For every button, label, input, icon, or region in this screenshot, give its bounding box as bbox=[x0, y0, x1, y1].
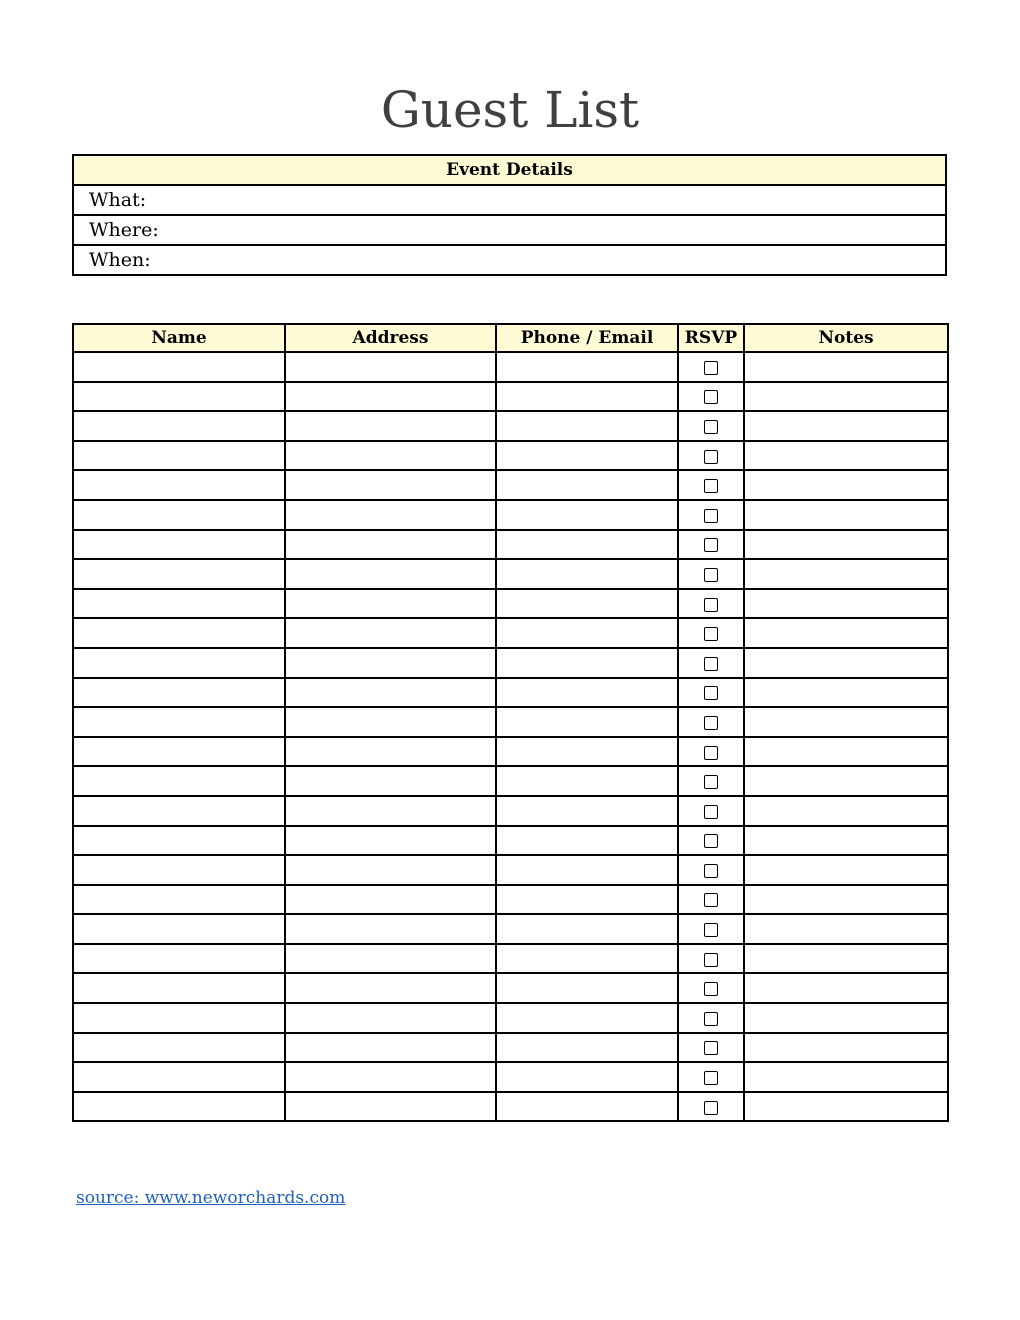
rsvp-cell[interactable] bbox=[678, 470, 744, 500]
guest-table-header-row bbox=[73, 324, 948, 352]
rsvp-checkbox[interactable] bbox=[704, 923, 718, 937]
address-cell[interactable] bbox=[285, 885, 496, 915]
notes-cell[interactable] bbox=[744, 1003, 948, 1033]
name-cell[interactable] bbox=[73, 382, 285, 412]
rsvp-checkbox[interactable] bbox=[704, 420, 718, 434]
name-cell[interactable] bbox=[73, 411, 285, 441]
event-when-field[interactable]: When: bbox=[73, 245, 946, 275]
rsvp-checkbox[interactable] bbox=[704, 627, 718, 641]
guest-row bbox=[73, 737, 948, 767]
phone-email-cell[interactable] bbox=[496, 973, 678, 1003]
name-cell[interactable] bbox=[73, 973, 285, 1003]
phone-email-cell[interactable] bbox=[496, 944, 678, 974]
notes-cell[interactable] bbox=[744, 796, 948, 826]
address-cell[interactable] bbox=[285, 1092, 496, 1122]
guest-row bbox=[73, 885, 948, 915]
rsvp-cell[interactable] bbox=[678, 382, 744, 412]
notes-cell[interactable] bbox=[744, 944, 948, 974]
phone-email-cell[interactable] bbox=[496, 1092, 678, 1122]
guest-row bbox=[73, 766, 948, 796]
rsvp-cell[interactable] bbox=[678, 766, 744, 796]
phone-email-cell[interactable] bbox=[496, 411, 678, 441]
rsvp-cell[interactable] bbox=[678, 500, 744, 530]
rsvp-checkbox[interactable] bbox=[704, 1101, 718, 1115]
guest-row bbox=[73, 678, 948, 708]
address-cell[interactable] bbox=[285, 973, 496, 1003]
rsvp-cell[interactable] bbox=[678, 1062, 744, 1092]
rsvp-checkbox[interactable] bbox=[704, 657, 718, 671]
notes-cell[interactable] bbox=[744, 589, 948, 619]
guest-row bbox=[73, 441, 948, 471]
notes-cell[interactable] bbox=[744, 855, 948, 885]
rsvp-checkbox[interactable] bbox=[704, 805, 718, 819]
guest-row bbox=[73, 1062, 948, 1092]
column-header-name: Name bbox=[73, 324, 285, 352]
rsvp-checkbox[interactable] bbox=[704, 1041, 718, 1055]
source-link[interactable]: source: www.neworchards.com bbox=[76, 1188, 346, 1208]
phone-email-cell[interactable] bbox=[496, 1062, 678, 1092]
phone-email-cell[interactable] bbox=[496, 1033, 678, 1063]
phone-email-cell[interactable] bbox=[496, 352, 678, 382]
name-cell[interactable] bbox=[73, 855, 285, 885]
rsvp-cell[interactable] bbox=[678, 441, 744, 471]
name-cell[interactable] bbox=[73, 766, 285, 796]
guest-row bbox=[73, 973, 948, 1003]
notes-cell[interactable] bbox=[744, 648, 948, 678]
phone-email-cell[interactable] bbox=[496, 500, 678, 530]
name-cell[interactable] bbox=[73, 352, 285, 382]
name-cell[interactable] bbox=[73, 826, 285, 856]
address-cell[interactable] bbox=[285, 914, 496, 944]
name-cell[interactable] bbox=[73, 737, 285, 767]
rsvp-cell[interactable] bbox=[678, 618, 744, 648]
rsvp-checkbox[interactable] bbox=[704, 716, 718, 730]
notes-cell[interactable] bbox=[744, 411, 948, 441]
phone-email-cell[interactable] bbox=[496, 855, 678, 885]
name-cell[interactable] bbox=[73, 796, 285, 826]
address-cell[interactable] bbox=[285, 707, 496, 737]
notes-cell[interactable] bbox=[744, 737, 948, 767]
rsvp-checkbox[interactable] bbox=[704, 450, 718, 464]
rsvp-cell[interactable] bbox=[678, 1033, 744, 1063]
notes-cell[interactable] bbox=[744, 766, 948, 796]
address-cell[interactable] bbox=[285, 826, 496, 856]
rsvp-checkbox[interactable] bbox=[704, 361, 718, 375]
column-header-address: Address bbox=[285, 324, 496, 352]
address-cell[interactable] bbox=[285, 382, 496, 412]
phone-email-cell[interactable] bbox=[496, 530, 678, 560]
address-cell[interactable] bbox=[285, 855, 496, 885]
rsvp-cell[interactable] bbox=[678, 1092, 744, 1122]
notes-cell[interactable] bbox=[744, 530, 948, 560]
guest-table-body bbox=[73, 352, 948, 1121]
notes-cell[interactable] bbox=[744, 973, 948, 1003]
address-cell[interactable] bbox=[285, 944, 496, 974]
notes-cell[interactable] bbox=[744, 678, 948, 708]
notes-cell[interactable] bbox=[744, 441, 948, 471]
rsvp-checkbox[interactable] bbox=[704, 479, 718, 493]
guest-table bbox=[72, 323, 949, 1122]
phone-email-cell[interactable] bbox=[496, 766, 678, 796]
guest-row bbox=[73, 500, 948, 530]
name-cell[interactable] bbox=[73, 914, 285, 944]
guest-row bbox=[73, 796, 948, 826]
rsvp-cell[interactable] bbox=[678, 589, 744, 619]
name-cell[interactable] bbox=[73, 470, 285, 500]
rsvp-cell[interactable] bbox=[678, 826, 744, 856]
phone-email-cell[interactable] bbox=[496, 648, 678, 678]
address-cell[interactable] bbox=[285, 1033, 496, 1063]
address-cell[interactable] bbox=[285, 589, 496, 619]
notes-cell[interactable] bbox=[744, 618, 948, 648]
phone-email-cell[interactable] bbox=[496, 826, 678, 856]
rsvp-checkbox[interactable] bbox=[704, 982, 718, 996]
rsvp-cell[interactable] bbox=[678, 914, 744, 944]
phone-email-cell[interactable] bbox=[496, 707, 678, 737]
notes-cell[interactable] bbox=[744, 885, 948, 915]
guest-row bbox=[73, 855, 948, 885]
address-cell[interactable] bbox=[285, 678, 496, 708]
address-cell[interactable] bbox=[285, 441, 496, 471]
rsvp-checkbox[interactable] bbox=[704, 775, 718, 789]
guest-row bbox=[73, 618, 948, 648]
notes-cell[interactable] bbox=[744, 914, 948, 944]
rsvp-checkbox[interactable] bbox=[704, 746, 718, 760]
phone-email-cell[interactable] bbox=[496, 737, 678, 767]
rsvp-checkbox[interactable] bbox=[704, 893, 718, 907]
notes-cell[interactable] bbox=[744, 559, 948, 589]
phone-email-cell[interactable] bbox=[496, 382, 678, 412]
rsvp-checkbox[interactable] bbox=[704, 598, 718, 612]
event-what-field[interactable]: What: bbox=[73, 185, 946, 215]
name-cell[interactable] bbox=[73, 589, 285, 619]
address-cell[interactable] bbox=[285, 1062, 496, 1092]
guest-row bbox=[73, 559, 948, 589]
rsvp-cell[interactable] bbox=[678, 530, 744, 560]
guest-row bbox=[73, 1033, 948, 1063]
column-header-phone-email: Phone / Email bbox=[496, 324, 678, 352]
guest-row bbox=[73, 411, 948, 441]
guest-row bbox=[73, 352, 948, 382]
rsvp-checkbox[interactable] bbox=[704, 686, 718, 700]
name-cell[interactable] bbox=[73, 530, 285, 560]
rsvp-cell[interactable] bbox=[678, 352, 744, 382]
address-cell[interactable] bbox=[285, 411, 496, 441]
address-cell[interactable] bbox=[285, 470, 496, 500]
address-cell[interactable] bbox=[285, 352, 496, 382]
rsvp-checkbox[interactable] bbox=[704, 1012, 718, 1026]
name-cell[interactable] bbox=[73, 1062, 285, 1092]
rsvp-cell[interactable] bbox=[678, 648, 744, 678]
guest-row bbox=[73, 944, 948, 974]
phone-email-cell[interactable] bbox=[496, 470, 678, 500]
phone-email-cell[interactable] bbox=[496, 914, 678, 944]
guest-row bbox=[73, 707, 948, 737]
event-details-table bbox=[72, 154, 947, 276]
column-header-notes: Notes bbox=[744, 324, 948, 352]
address-cell[interactable] bbox=[285, 500, 496, 530]
rsvp-cell[interactable] bbox=[678, 885, 744, 915]
rsvp-cell[interactable] bbox=[678, 855, 744, 885]
address-cell[interactable] bbox=[285, 737, 496, 767]
rsvp-cell[interactable] bbox=[678, 944, 744, 974]
rsvp-checkbox[interactable] bbox=[704, 864, 718, 878]
name-cell[interactable] bbox=[73, 441, 285, 471]
name-cell[interactable] bbox=[73, 1092, 285, 1122]
rsvp-checkbox[interactable] bbox=[704, 1071, 718, 1085]
guest-row bbox=[73, 1092, 948, 1122]
notes-cell[interactable] bbox=[744, 382, 948, 412]
address-cell[interactable] bbox=[285, 766, 496, 796]
event-details-header: Event Details bbox=[73, 155, 946, 185]
guest-row bbox=[73, 648, 948, 678]
rsvp-cell[interactable] bbox=[678, 707, 744, 737]
rsvp-checkbox[interactable] bbox=[704, 568, 718, 582]
rsvp-cell[interactable] bbox=[678, 973, 744, 1003]
guest-row bbox=[73, 530, 948, 560]
address-cell[interactable] bbox=[285, 559, 496, 589]
name-cell[interactable] bbox=[73, 618, 285, 648]
rsvp-cell[interactable] bbox=[678, 411, 744, 441]
notes-cell[interactable] bbox=[744, 826, 948, 856]
notes-cell[interactable] bbox=[744, 352, 948, 382]
rsvp-cell[interactable] bbox=[678, 559, 744, 589]
rsvp-cell[interactable] bbox=[678, 796, 744, 826]
notes-cell[interactable] bbox=[744, 470, 948, 500]
phone-email-cell[interactable] bbox=[496, 589, 678, 619]
page-title: Guest List bbox=[380, 81, 640, 139]
address-cell[interactable] bbox=[285, 648, 496, 678]
phone-email-cell[interactable] bbox=[496, 885, 678, 915]
name-cell[interactable] bbox=[73, 648, 285, 678]
rsvp-checkbox[interactable] bbox=[704, 390, 718, 404]
guest-row bbox=[73, 914, 948, 944]
notes-cell[interactable] bbox=[744, 1092, 948, 1122]
rsvp-checkbox[interactable] bbox=[704, 509, 718, 523]
rsvp-cell[interactable] bbox=[678, 1003, 744, 1033]
name-cell[interactable] bbox=[73, 1003, 285, 1033]
name-cell[interactable] bbox=[73, 1033, 285, 1063]
address-cell[interactable] bbox=[285, 796, 496, 826]
phone-email-cell[interactable] bbox=[496, 1003, 678, 1033]
rsvp-cell[interactable] bbox=[678, 737, 744, 767]
event-where-field[interactable]: Where: bbox=[73, 215, 946, 245]
guest-row bbox=[73, 1003, 948, 1033]
address-cell[interactable] bbox=[285, 530, 496, 560]
address-cell[interactable] bbox=[285, 1003, 496, 1033]
phone-email-cell[interactable] bbox=[496, 559, 678, 589]
phone-email-cell[interactable] bbox=[496, 441, 678, 471]
notes-cell[interactable] bbox=[744, 500, 948, 530]
name-cell[interactable] bbox=[73, 707, 285, 737]
name-cell[interactable] bbox=[73, 678, 285, 708]
phone-email-cell[interactable] bbox=[496, 618, 678, 648]
name-cell[interactable] bbox=[73, 885, 285, 915]
phone-email-cell[interactable] bbox=[496, 678, 678, 708]
rsvp-cell[interactable] bbox=[678, 678, 744, 708]
phone-email-cell[interactable] bbox=[496, 796, 678, 826]
notes-cell[interactable] bbox=[744, 707, 948, 737]
rsvp-checkbox[interactable] bbox=[704, 834, 718, 848]
column-header-rsvp: RSVP bbox=[678, 324, 744, 352]
address-cell[interactable] bbox=[285, 618, 496, 648]
guest-row bbox=[73, 470, 948, 500]
rsvp-checkbox[interactable] bbox=[704, 538, 718, 552]
notes-cell[interactable] bbox=[744, 1033, 948, 1063]
notes-cell[interactable] bbox=[744, 1062, 948, 1092]
name-cell[interactable] bbox=[73, 559, 285, 589]
guest-row bbox=[73, 589, 948, 619]
guest-row bbox=[73, 826, 948, 856]
rsvp-checkbox[interactable] bbox=[704, 953, 718, 967]
guest-row bbox=[73, 382, 948, 412]
name-cell[interactable] bbox=[73, 944, 285, 974]
name-cell[interactable] bbox=[73, 500, 285, 530]
